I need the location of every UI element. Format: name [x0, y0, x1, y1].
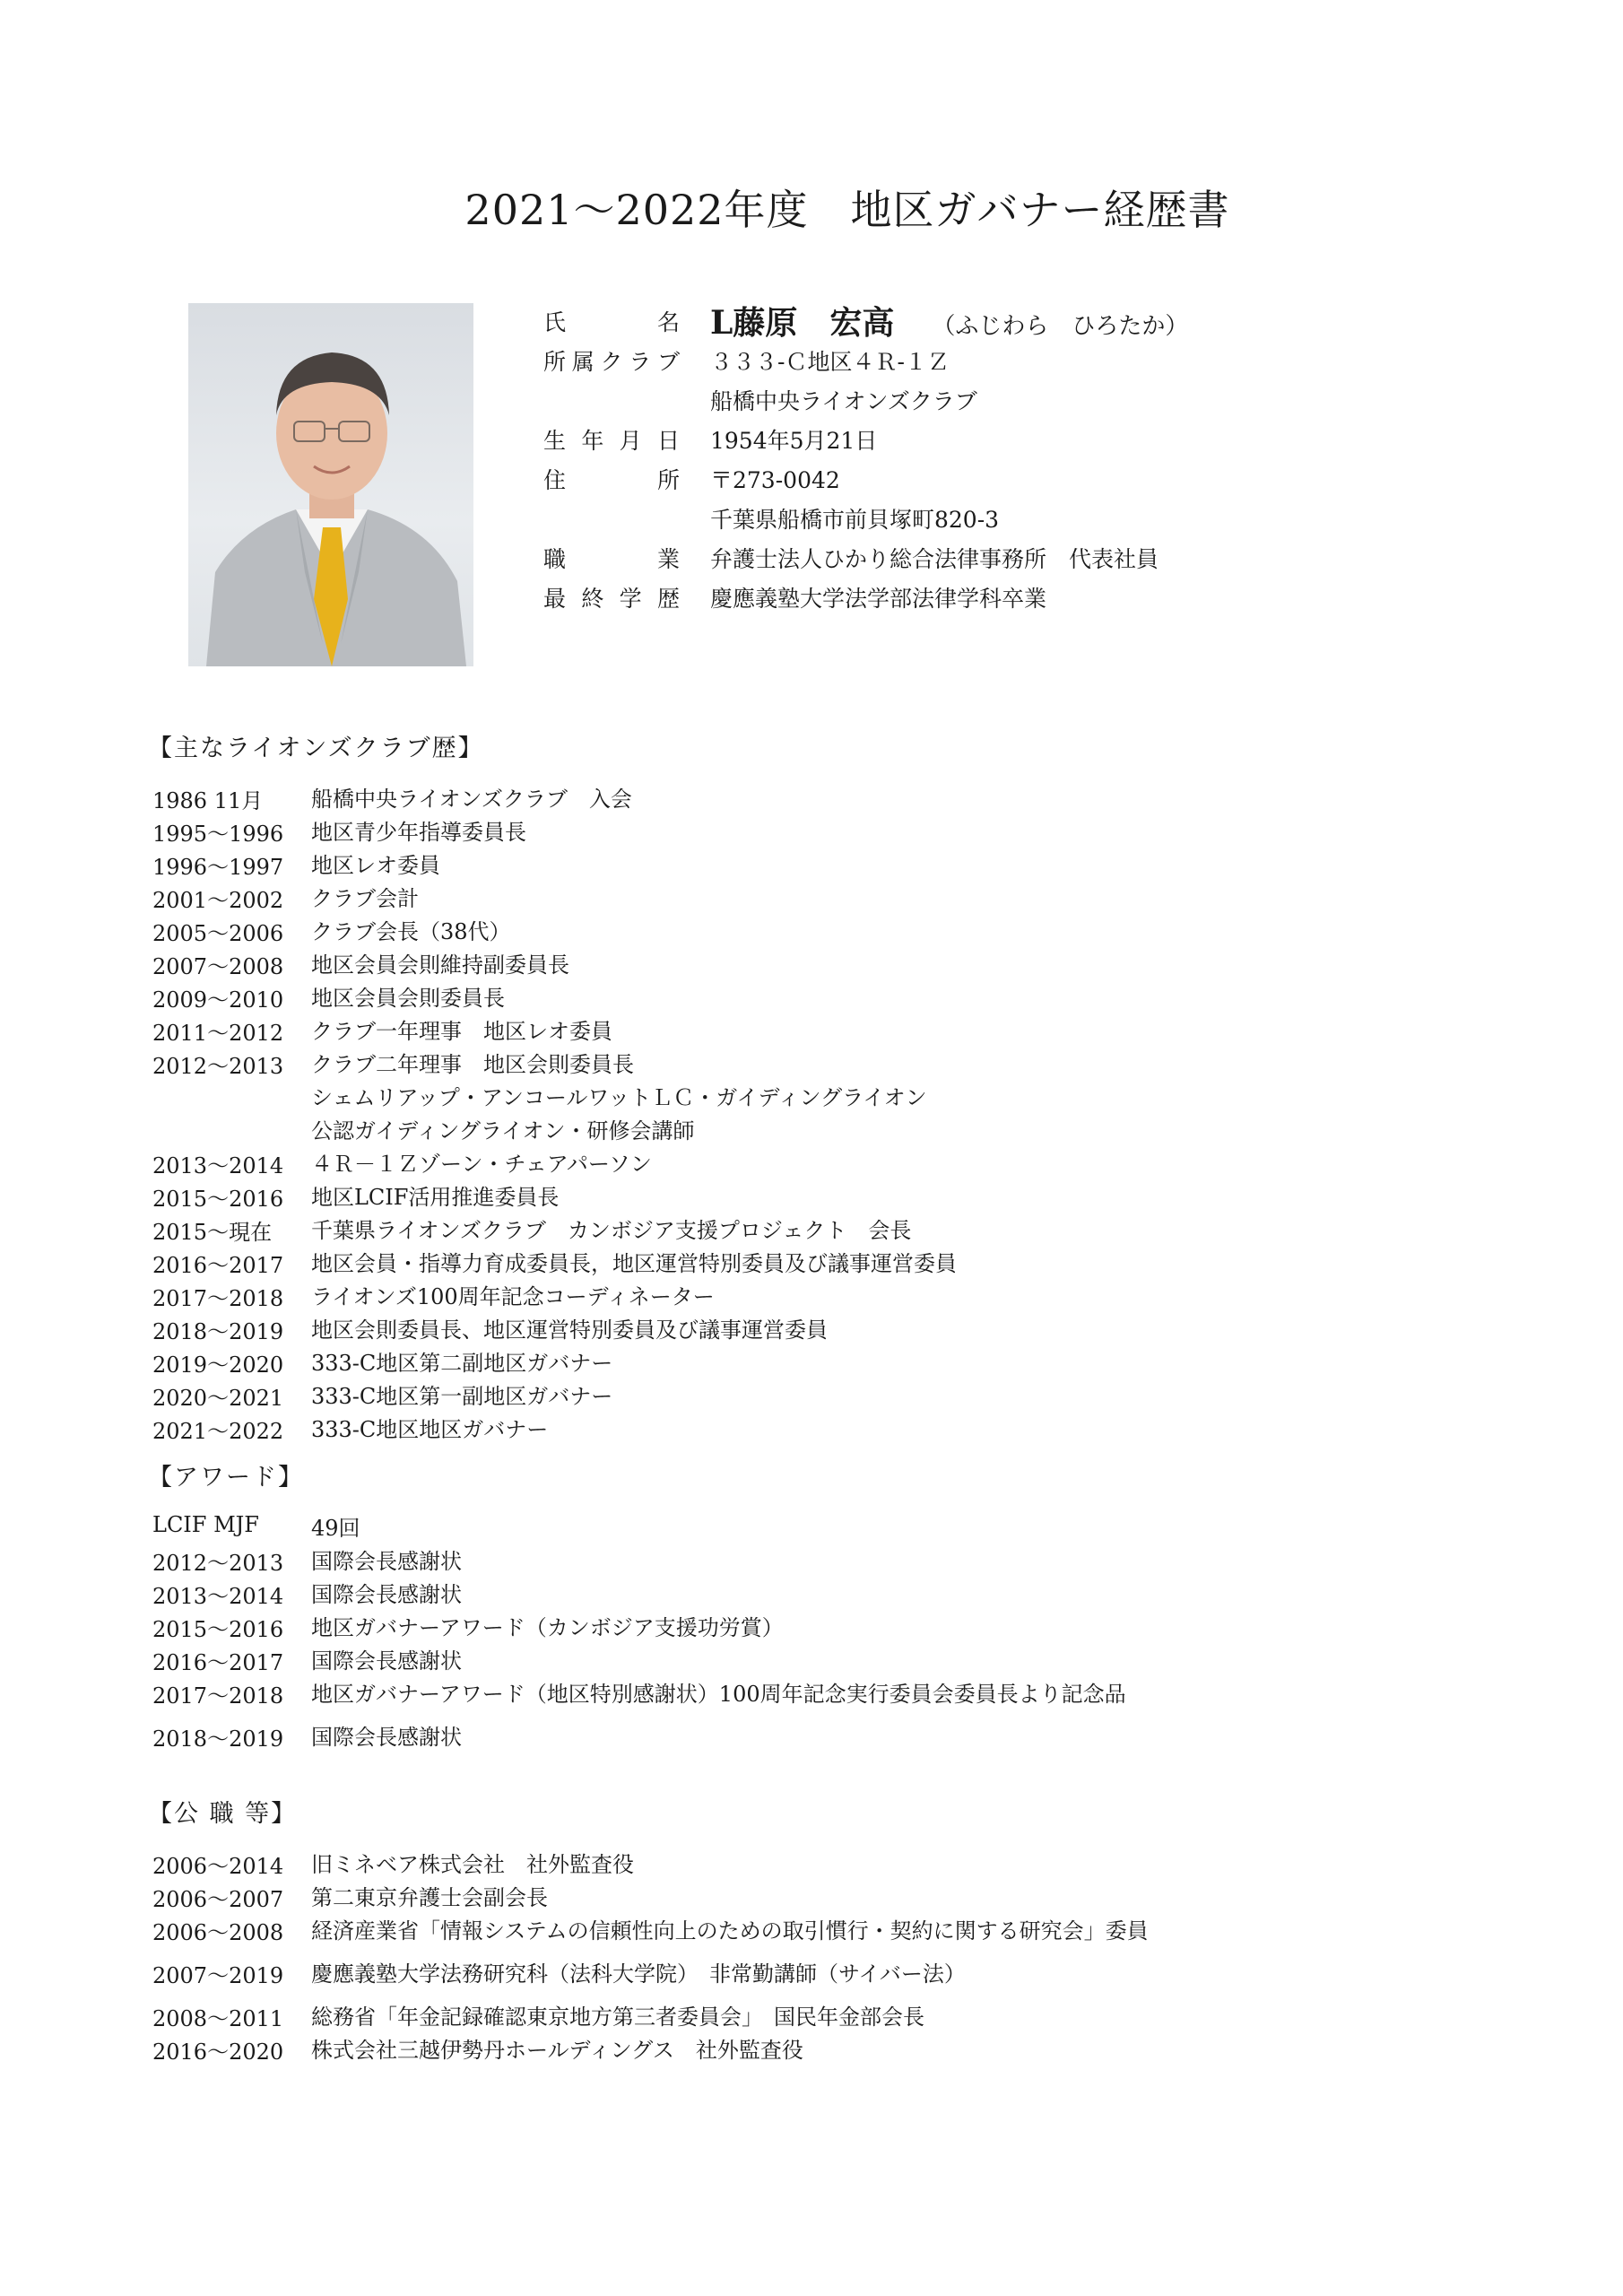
item-text: 国際会長感謝状: [311, 1648, 462, 1674]
item-text: シェムリアップ・アンコールワットＬＣ・ガイディングライオン: [311, 1085, 927, 1110]
item-year: 1995～1996: [152, 822, 284, 847]
item-text: 船橋中央ライオンズクラブ 入会: [311, 787, 632, 812]
item-year: 2005～2006: [152, 921, 284, 946]
item-year: 2007～2008: [152, 954, 284, 979]
item-text: 総務省「年金記録確認東京地方第三者委員会」 国民年金部会長: [311, 2005, 924, 2030]
item-text: 333-C地区地区ガバナー: [311, 1417, 549, 1442]
lions-history-heading: 【主なライオンズクラブ歴】: [148, 735, 484, 762]
item-text: 経済産業省「情報システムの信頼性向上のための取引慣行・契約に関する研究会」委員: [311, 1918, 1149, 1944]
item-year: 2017～2018: [152, 1683, 284, 1709]
item-year: 2015～2016: [152, 1187, 284, 1212]
item-text: 地区青少年指導委員長: [311, 820, 526, 845]
item-text: 旧ミネベア株式会社 社外監査役: [311, 1852, 634, 1877]
item-text: クラブ会計: [311, 886, 419, 911]
item-text: 地区会則委員長、地区運営特別委員及び議事運営委員: [311, 1318, 828, 1343]
item-year: 2019～2020: [152, 1352, 284, 1378]
item-text: 株式会社三越伊勢丹ホールディングス 社外監査役: [311, 2038, 803, 2063]
item-year: 2007～2019: [152, 1963, 284, 1988]
portrait-photo: [188, 303, 473, 666]
item-year: 2016～2017: [152, 1253, 284, 1278]
item-text: 第二東京弁護士会副会長: [311, 1885, 548, 1910]
item-year: 1996～1997: [152, 855, 284, 880]
item-text: 千葉県ライオンズクラブ カンボジア支援プロジェクト 会長: [311, 1218, 912, 1243]
item-text: クラブ会長（38代）: [311, 919, 511, 944]
item-year: 2017～2018: [152, 1286, 284, 1311]
item-text: 公認ガイディングライオン・研修会講師: [311, 1118, 695, 1144]
item-year: 2006～2007: [152, 1887, 284, 1912]
full-name: L藤原 宏高: [710, 304, 895, 342]
item-text: 地区会員会則委員長: [311, 986, 505, 1011]
item-text: 国際会長感謝状: [311, 1549, 462, 1574]
address-line1: 〒273-0042: [710, 467, 840, 493]
item-year: 2009～2010: [152, 987, 284, 1013]
edu-label: 最終学歴: [543, 586, 680, 612]
item-text: クラブ二年理事 地区会則委員長: [311, 1052, 634, 1077]
address-line2: 千葉県船橋市前貝塚町820-3: [710, 507, 1000, 533]
item-year: 1986 11月: [152, 788, 264, 813]
item-text: クラブ一年理事 地区レオ委員: [311, 1019, 612, 1044]
item-year: 2001～2002: [152, 888, 284, 913]
item-text: ４Ｒ－１Ｚゾーン・チェアパーソン: [311, 1152, 652, 1177]
item-text: 国際会長感謝状: [311, 1582, 462, 1607]
item-year: 2015～2016: [152, 1617, 284, 1642]
birth-value: 1954年5月21日: [710, 428, 878, 454]
item-year: 2011～2012: [152, 1021, 284, 1046]
item-text: ライオンズ100周年記念コーディネーター: [311, 1284, 715, 1309]
awards-heading: 【アワード】: [148, 1464, 304, 1492]
job-value: 弁護士法人ひかり総合法律事務所 代表社員: [710, 546, 1159, 572]
item-year: 2020～2021: [152, 1386, 284, 1411]
club-line2: 船橋中央ライオンズクラブ: [710, 388, 977, 414]
item-text: 地区レオ委員: [311, 853, 440, 878]
birth-label: 生年月日: [543, 428, 680, 454]
item-text: 地区ガバナーアワード（カンボジア支援功労賞）: [311, 1615, 784, 1640]
item-text: 地区会員会則維持副委員長: [311, 952, 569, 978]
item-text: 地区ガバナーアワード（地区特別感謝状）100周年記念実行委員会委員長より記念品: [311, 1682, 1126, 1707]
item-text: 333-C地区第一副地区ガバナー: [311, 1384, 613, 1409]
name-value: [710, 298, 1188, 344]
item-year: 2021～2022: [152, 1419, 284, 1444]
item-year: 2013～2014: [152, 1584, 284, 1609]
item-year: 2018～2019: [152, 1319, 284, 1344]
item-year: 2008～2011: [152, 2006, 284, 2031]
item-text: 333-C地区第二副地区ガバナー: [311, 1351, 613, 1376]
item-year: 2006～2014: [152, 1854, 284, 1879]
item-year: 2012～2013: [152, 1551, 284, 1576]
item-year: 2006～2008: [152, 1920, 284, 1945]
item-year: 2016～2020: [152, 2039, 284, 2065]
item-year: 2012～2013: [152, 1054, 284, 1079]
page-title: 2021～2022年度 地区ガバナー経歴書: [464, 186, 1230, 234]
name-label: 氏 名: [543, 309, 680, 335]
item-text: 地区会員・指導力育成委員長，地区運営特別委員及び議事運営委員: [311, 1251, 957, 1276]
edu-value: 慶應義塾大学法学部法律学科卒業: [710, 586, 1047, 612]
item-text: 地区LCIF活用推進委員長: [311, 1185, 560, 1210]
public-posts-heading: 【公 職 等】: [148, 1800, 298, 1828]
item-year: 2018～2019: [152, 1726, 284, 1752]
item-text: 慶應義塾大学法務研究科（法科大学院） 非常勤講師（サイバー法）: [311, 1961, 966, 1987]
item-text: 49回: [311, 1516, 360, 1541]
club-line1: ３３３-Ｃ地区４Ｒ-１Ｚ: [710, 349, 950, 375]
item-year: 2015～現在: [152, 1220, 273, 1245]
address-label: 住 所: [543, 467, 680, 493]
item-year: 2013～2014: [152, 1153, 284, 1178]
name-reading: （ふじわら ひろたか）: [932, 313, 1189, 340]
item-text: 国際会長感謝状: [311, 1725, 462, 1750]
item-year: LCIF MJF: [152, 1512, 259, 1537]
item-year: 2016～2017: [152, 1650, 284, 1675]
job-label: 職 業: [543, 546, 680, 572]
club-label: 所属クラブ: [543, 349, 680, 375]
